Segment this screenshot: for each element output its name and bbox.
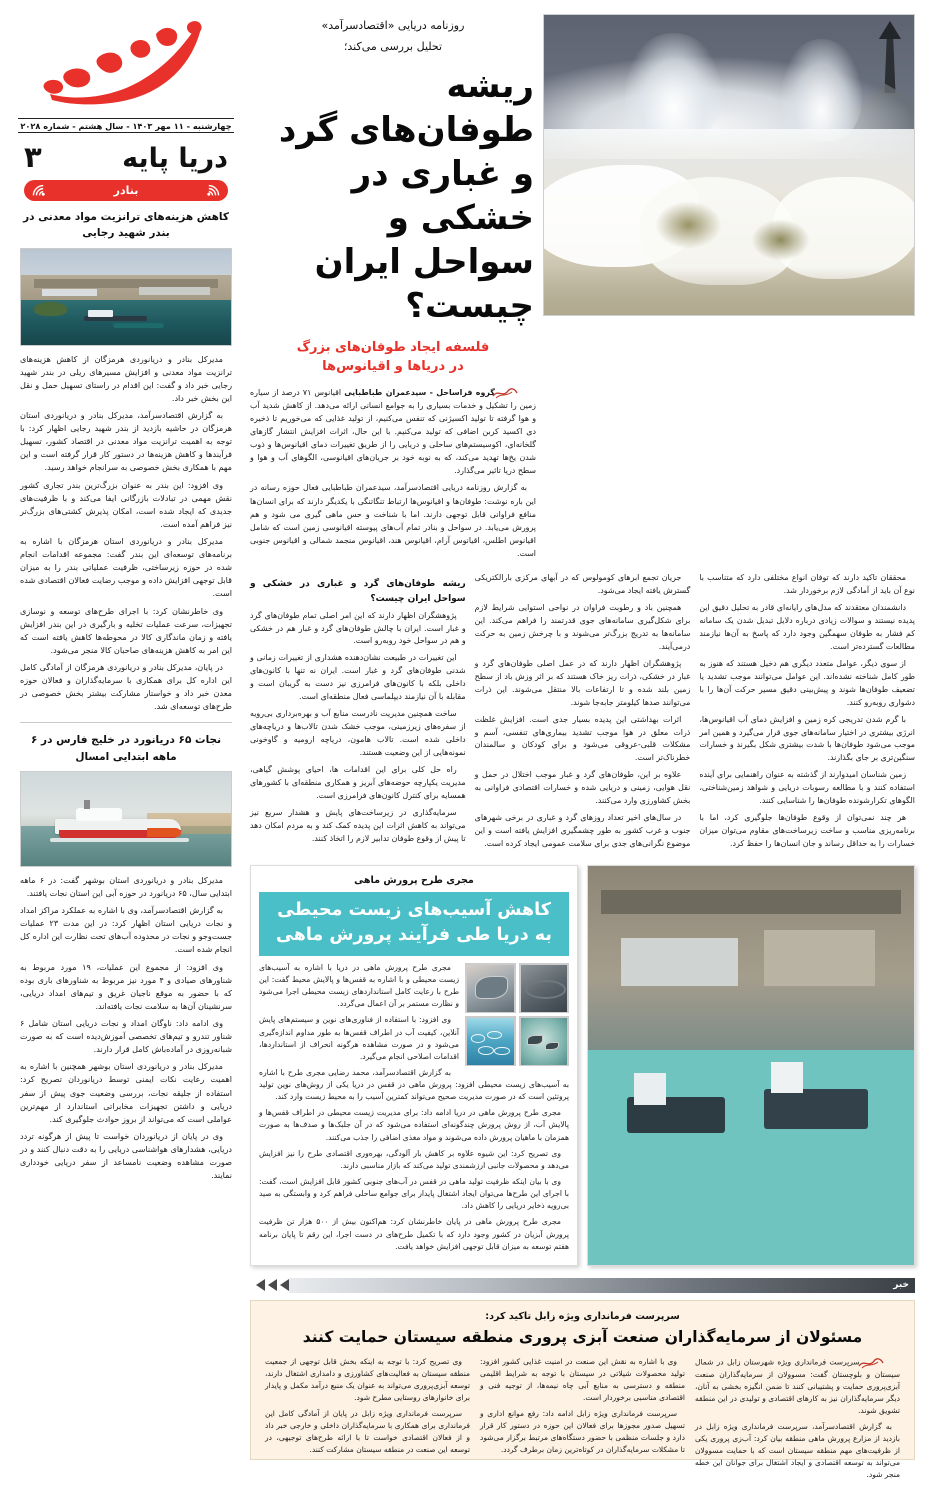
sidebar-article2-headline: نجات ۶۵ دریانورد در خلیج فارس در ۶ ماهه ابتدایی امسال: [30, 734, 222, 763]
sidebar-paragraph: مدیرکل بنادر و دریانوردی استان بوشهر همچنین با اشاره به اهمیت رعایت نکات ایمنی توسط دریانوردان تصریح کرد: استفاده از جلیقه نجات، بررسی وضعیت جوی پیش از سفر دریایی و داشتن تجهیزات مخابراتی استاندارد از مهم‌ترین عواملی است که می‌تواند از بروز حوادث جلوگیری کند.: [20, 1061, 232, 1124]
sidebar-paragraph: مدیرکل بنادر و دریانوردی استان بوشهر گفت: در ۶ ماهه ابتدایی سال، ۶۵ دریانورد در حوزه آبی این استان نجات یافتند.: [20, 874, 232, 899]
feature-paragraph: به گزارش اقتصادسرآمد، محمد رضایی مجری طرح با اشاره به آسیب‌های زیست محیطی افزود: پرورش ماهی در قفس در دریا یکی از روش‌های نوین تولید پروتئین است که در صورت مدیریت صحیح می‌تواند کمترین آسیب را به محیط زیست وارد کند.: [259, 1067, 569, 1102]
bottom-paragraph: وی با اشاره به نقش این صنعت در امنیت غذایی کشور افزود: تولید محصولات شیلاتی در سیستان با توجه به شرایط اقلیمی منطقه و دسترسی به منابع آبی چاه نیمه‌ها، از توجیه فنی و اقتصادی مناسبی برخوردار است.: [480, 1356, 685, 1402]
sidebar-paragraph: مدیرکل بنادر و دریانوردی هرمزگان از کاهش هزینه‌های ترانزیت مواد معدنی و افزایش مسیرهای ریلی در بندر شهید رجایی خبر داد و گفت: این اقدام در راستای تسهیل حمل و نقل این بخش خبر داد.: [20, 353, 232, 403]
sidebar-paragraph: وی در پایان از دریانوردان خواست تا پیش از هرگونه تردد دریایی، هشدارهای هواشناسی دریایی را به دقت دنبال کنند و در صورت مشاهده وضعیت نامساعد از سفر دریایی خودداری نمایند.: [20, 1130, 232, 1181]
main-subheadline: [252, 338, 534, 377]
feature-paragraph: وی تصریح کرد: این شیوه علاوه بر کاهش بار آلودگی، بهره‌وری اقتصادی طرح را نیز افزایش می‌دهد و محصولات جانبی ارزشمندی تولید می‌کند که بازار مناسبی دارند.: [259, 1148, 569, 1170]
feature-title-line: به دریا طی فرآیند پرورش ماهی: [275, 924, 552, 945]
section-row: [10, 134, 242, 176]
sidebar-article1-photo: [20, 248, 232, 346]
bottom-paragraph: وی تصریح کرد: با توجه به اینکه بخش قابل توجهی از جمعیت منطقه سیستان به فعالیت‌های کشاورزی و دامداری اشتغال دارند، توسعه آبزی‌پروری می‌تواند به عنوان یک منبع درآمد مکمل و پایدار برای خانوارهای روستایی مطرح شود.: [265, 1356, 470, 1402]
feature-kicker: مجری طرح پرورش ماهی: [354, 875, 474, 887]
body-paragraph: سرمایه‌گذاری در زیرساخت‌های پایش و هشدار سریع نیز می‌تواند به کاهش اثرات این پدیده کمک کند و به مردم امکان دهد تا پیش از وقوع طوفان تدابیر لازم را اتخاذ کنند.: [249, 807, 466, 843]
bottom-news-main: [265, 1310, 900, 1479]
sidebar-paragraph: مدیرکل بنادر و دریانوردی استان هرمزگان با اشاره به برنامه‌های توسعه‌ای این بندر گفت: مجموعه اقدامات انجام شده در حوزه زیرساختی، ظرفیت عملیاتی بندر را به میزان قابل توجهی افزایش داده و موجب رضایت فعالان اقتصادی شده است.: [20, 535, 232, 599]
main-lead-paragraph: به گزارش روزنامه دریایی اقتصادسرآمد، سیدعمران طباطبایی فعال حوزه رسانه در این باره نوشت: طوفان‌ها و اقیانوس‌ها ارتباط تنگاتنگی با یکدیگر دارند که برای انسان‌ها منافع فراوانی قابل توجهی دارند. اما با شناخت و حس ماهی گیری می شود و هم پرورش می‌یابد. در سواحل و بنادر تمام آب‌های پیوسته اقیانوسی زمین است که شامل اقیانوس اطلس، اقیانوس آرام، اقیانوس هند، اقیانوس منجمد شمالی و اقیانوس جنوبی است.: [250, 483, 536, 558]
main-kicker-line2: تحلیل بررسی می‌کند؛: [343, 40, 443, 54]
main-body-columns: [250, 572, 915, 855]
sidebar-paragraph: وی افزود: این بندر به عنوان بزرگ‌ترین بندر تجاری کشور نقش مهمی در تبادلات بازرگانی ایفا می‌کند و با ظرفیت‌های جدیدی که ایجاد شده است، امکان پذیرش کشتی‌های بزرگ‌تر نیز فراهم آمده است.: [20, 479, 232, 529]
body-paragraph: از سوی دیگر، عوامل متعدد دیگری هم دخیل هستند که هنوز به طور کامل شناخته نشده‌اند. این عوامل می‌توانند موجب تشدید یا تضعیف طوفان‌ها شوند و پیش‌بینی دقیق مسیر حرکت آن‌ها را با دشواری روبه‌رو کنند.: [699, 658, 915, 707]
body-paragraph: هر چند نمی‌توان از وقوع طوفان‌ها جلوگیری کرد، اما با برنامه‌ریزی مناسب و ساخت زیرساخت‌های مقاوم می‌توان میزان خسارات را به حداقل رساند و جان انسان‌ها را حفظ کرد.: [699, 813, 915, 849]
main-body-column-2: [475, 572, 691, 855]
main-headline-line: سواحل ایران چیست؟: [314, 242, 534, 327]
body-paragraph: همچنین باد و رطوبت فراوان در نواحی استوایی شرایط لازم برای شکل‌گیری سامانه‌های جوی قدرتمند را فراهم می‌کند. این سامانه‌ها به تدریج بزرگ‌تر می‌شوند و با چرخش زمین به حرکت درمی‌آیند.: [474, 602, 691, 651]
feature-paragraph: مجری طرح پرورش ماهی در دریا با اشاره به آسیب‌های زیست محیطی و با اشاره به قفس‌ها و پالایش محیط گفت: این طرح با رعایت کامل استانداردهای زیست محیطی اجرا می‌شود و نظارت مستمر بر آن اعمال می‌گردد.: [259, 962, 459, 1009]
feature-body: [259, 962, 569, 1253]
section-badge[interactable]: [24, 180, 228, 201]
sidebar-divider: [20, 722, 232, 723]
body-paragraph: راه حل کلی برای این اقدامات ها، احیای پوشش گیاهی، مدیریت یکپارچه حوضه‌های آبریز و همکاری منطقه‌ای با کشورهای همسایه برای کنترل کانون‌های فرامرزی است.: [249, 765, 466, 800]
body-paragraph: پژوهشگران اظهار دارند که در عمل اصلی طوفان‌های گرد و غبار در خشکی، ذرات ریز خاک هستند که بر اثر وزش باد از سطح زمین بلند شده و تا ارتفاعات بالا منتقل می‌شوند. این ذرات می‌توانند صدها کیلومتر جابه‌جا شوند.: [474, 658, 691, 707]
sidebar-article1-headline: کاهش هزینه‌های ترانزیت مواد معدنی در بندر شهید رجایی: [23, 211, 229, 240]
fish-cage-photo: [519, 963, 570, 1013]
feature-body: [596, 987, 906, 1250]
sidebar-column: [10, 14, 242, 1181]
feature-paragraph: وی با بیان اینکه ظرفیت تولید ماهی در قفس در آب‌های جنوبی کشور قابل افزایش است، گفت: با اجرای این طرح‌ها می‌توان ایجاد اشتغال پایدار برای جوامع ساحلی فراهم کرد و وابستگی به صید بی‌رویه ذخایر دریایی را کاهش داد.: [259, 1177, 569, 1211]
bottom-news-kicker: سرپرست فرمانداری ویژه زابل تاکید کرد:: [485, 1310, 680, 1322]
bottom-paragraph: به گزارش اقتصادسرآمد، سرپرست فرمانداری ویژه زابل در بازدید از مزارع پرورش ماهی منطقه بیان کرد: آب‌زی پروری یکی از ظرفیت‌های مهم منطقه سیستان است که با حمایت مسوولان می‌تواند به توسعه اقتصادی و ایجاد اشتغال برای جوانان این خطه منجر شود.: [695, 1421, 900, 1479]
news-strip-label: خبر: [893, 1280, 909, 1291]
section-name: دریا پایه: [122, 143, 228, 174]
sidebar-paragraph: به گزارش اقتصادسرآمد، وی با اشاره به عملکرد مراکز امداد و نجات دریایی استان اظهار کرد: در این مدت ۲۳ عملیات جست‌وجو و نجات در محدوده آب‌های تحت نظارت این اداره کل انجام شده است.: [20, 905, 232, 955]
sidebar-article2-body: [20, 874, 232, 1182]
body-paragraph: پژوهشگران اظهار دارند که این امر اصلی تمام طوفان‌های گرد و غبار است. ایران با چالش طوفان‌های گرد و غبار هم در خشکی و هم در سواحل خود روبه‌رو است.: [249, 610, 466, 646]
triangle-icon: [280, 1279, 289, 1291]
sea-cages-photo: [465, 1016, 516, 1066]
bottom-paragraph: [695, 1356, 900, 1417]
sidebar-paragraph: به گزارش اقتصادسرآمد، مدیرکل بنادر و دریانوردی استان هرمزگان در حاشیه بازدید از بندر شهید رجایی اظهار کرد: با توجه به اهمیت ترانزیت مواد معدنی در اقتصاد کشور، تسهیل فرآیندها و کاهش هزینه‌ها در دستور کار قرار گرفته است و این مهم با همکاری بخش خصوصی به سرانجام خواهد رسید.: [20, 409, 232, 473]
body-paragraph: اثرات بهداشتی این پدیده بسیار جدی است. افزایش غلظت ذرات معلق در هوا موجب تشدید بیماری‌های تنفسی، آسم و مشکلات قلبی-عروقی می‌شود و برای کودکان و سالمندان خطرناک‌تر است.: [474, 714, 691, 763]
main-section-heading: ریشه طوفان‌های گرد و غباری در خشکی و سواحل ایران چیست؟: [249, 579, 466, 604]
bottom-news-column-2: [480, 1356, 685, 1485]
section-badge-label: بنادر: [113, 184, 139, 197]
sidebar-article2-photo: [20, 771, 232, 867]
main-hero-photo: [543, 14, 915, 316]
bottom-news-columns: [265, 1356, 900, 1485]
feature-box-ports[interactable]: [587, 865, 915, 1266]
main-byline: گروه فراساحل - سیدعمران طباطبایی: [344, 387, 495, 397]
bottom-news-column-1: [695, 1356, 900, 1485]
main-body-column-3: [250, 572, 466, 855]
feature-box-fishfarm[interactable]: [250, 865, 578, 1266]
main-subheadline-line: در دریاها و اقیانوس‌ها: [322, 359, 464, 375]
body-paragraph: این تغییرات در طبیعت نشان‌دهنده هشداری از تغییرات زمانی و شدنی طوفان‌های گرد و غبار است. ایران نه تنها با کانون‌های داخلی بلکه با کانون‌های فرامرزی نیز دست به گریبان است و مقابله با آن نیازمند دیپلماسی فعال منطقه‌ای است.: [249, 653, 466, 702]
fish-tank-photo: [519, 1016, 570, 1066]
news-strip-bar: [289, 1278, 915, 1293]
feature-title-line: کاهش آسیب‌های زیست محیطی: [277, 900, 551, 921]
sidebar-paragraph: وی افزود: از مجموع این عملیات، ۱۹ مورد مربوط به شناورهای صیادی و ۴ مورد نیز مربوط به شناورهای باری بوده که با حضور به موقع ناجیان غریق و تیم‌های امداد دریایی، سرنشینان آن‌ها به سلامت نجات یافته‌اند.: [20, 961, 232, 1011]
triangle-icon: [268, 1279, 277, 1291]
signal-wave-icon-right: [206, 183, 221, 198]
bottom-news-column-3: [265, 1356, 470, 1485]
body-paragraph: با گرم شدن تدریجی کره زمین و افزایش دمای آب اقیانوس‌ها، انرژی بیشتری در اختیار سامانه‌های جوی قرار می‌گیرد و همین امر موجب می‌شود طوفان‌ها با شدت بیشتری شکل بگیرند و خسارات سنگین‌تری بر جای بگذارند.: [699, 714, 915, 763]
page-number: ۳: [24, 140, 42, 174]
sidebar-paragraph: وی ادامه داد: ناوگان امداد و نجات دریایی استان شامل ۶ شناور تندرو و تیم‌های تخصصی آموزش‌دیده است که به صورت شبانه‌روزی در آماده‌باش کامل قرار دارند.: [20, 1018, 232, 1055]
feature-paragraph: مجری طرح پرورش ماهی در پایان خاطرنشان کرد: هم‌اکنون بیش از ۵۰۰ هزار تن ظرفیت پرورش آبزیان در کشور وجود دارد که با تکمیل طرح‌های در دست اجرا، این رقم تا پایان برنامه هفتم توسعه به میزان قابل توجهی افزایش خواهد یافت.: [259, 1217, 569, 1251]
bottom-paragraph: سرپرست فرمانداری ویژه زابل ادامه داد: رفع موانع اداری و تسهیل صدور مجوزها برای فعالان این حوزه در دستور کار قرار دارد و جلسات منظمی با حضور دستگاه‌های مرتبط برگزار می‌شود تا مشکلات سرمایه‌گذاران در کوتاه‌ترین زمان برطرف گردد.: [480, 1408, 685, 1454]
fish-hand-photo: [465, 963, 516, 1013]
news-strip-arrows: [256, 1279, 289, 1291]
feature-paragraph: مجری طرح پرورش ماهی در دریا ادامه داد: برای مدیریت زیست محیطی در اطراف قفس‌ها و پالایش آب، از روش پرورش چندگونه‌ای استفاده می‌شود که در آن جلبک‌ها و صدف‌ها به صورت همزمان با ماهیان پرورش داده می‌شوند و مواد مغذی اضافی را جذب می‌کنند.: [259, 1108, 569, 1142]
main-subheadline-line: فلسفه ایجاد طوفان‌های بزرگ: [296, 339, 490, 355]
sidebar-article1-body: [20, 353, 232, 714]
signal-wave-icon-left: [31, 183, 46, 198]
feature-title: [259, 892, 569, 956]
main-lead-text: اقیانوس ۷۱ درصد از سیاره زمین را تشکیل و خدمات بسیاری را به جوامع انسانی ارائه می‌دهد. از کاهش شدید آب و هوا گرفته تا تولید اکسیژنی که تنفس می‌کنیم، از تولید غذایی که می‌خوریم تا ذخیره دی اکسید کربن اضافی که تولید می‌کنیم. با این حال، اثرات افزایش انتشار گازهای گلخانه‌ای، اکوسیستم‌های ساحلی و دریایی را از طریق تغییرات دمای اقیانوس‌ها و ذوب شدن یخ‌ها تهدید می‌کند، که به نوبه خود بر جریان‌های اقیانوسی، الگوهای آب و هوا و سطح دریا تاثیر می‌گذارد.: [250, 387, 536, 476]
fish-photo-grid: [465, 963, 569, 1066]
dateline: چهارشنبه - ۱۱ مهر ۱۴۰۳ - سال هشتم - شماره ۲۰۲۸: [18, 118, 234, 133]
body-paragraph: علاوه بر این، طوفان‌های گرد و غبار موجب اختلال در حمل و نقل هوایی، زمینی و دریایی شده و خسارات اقتصادی فراوانی به بخش کشاورزی وارد می‌کنند.: [474, 770, 691, 806]
main-column: [242, 14, 923, 1479]
main-body-column-1: [699, 572, 915, 855]
port-aerial-photo: [808, 988, 906, 1072]
bottom-news-panel: [250, 1300, 915, 1479]
main-headline-line: ریشه طوفان‌های گرد: [278, 65, 534, 150]
body-paragraph: ساخت همچنین مدیریت نادرست منابع آب و بهره‌برداری بی‌رویه از سفره‌های زیرزمینی، موجب خشک شدن تالاب‌ها و دریاچه‌های داخلی شده است. تالاب هامون، دریاچه ارومیه و گاوخونی نمونه‌هایی از این وضعیت هستند.: [249, 709, 466, 758]
body-paragraph: دانشمندان معتقدند که مدل‌های رایانه‌ای قادر به تحلیل دقیق این پدیده نیستند و سوالات زیادی درباره دلایل تبدیل شدن یک سامانه کم فشار به طوفان سهمگین وجود دارد که پاسخ به آن‌ها نیازمند مطالعات گسترده‌تر است.: [699, 602, 915, 651]
main-headline-line: و غباری در خشکی و: [351, 153, 534, 239]
bottom-news-title: مسئولان از سرمایه‌گذاران صنعت آبزی پروری منطقه سیستان حمایت کنند: [302, 1327, 863, 1346]
publication-logo[interactable]: [38, 16, 228, 112]
main-lead-first: [250, 386, 536, 478]
body-paragraph: زمین شناسان امیدوارند از گذشته به عنوان راهنمایی برای آینده استفاده کنند و با مطالعه رسوبات دریایی و شواهد زمین‌شناختی، الگوهای تکرارشونده طوفان‌ها را شناسایی کنند.: [699, 770, 915, 806]
sidebar-paragraph: در پایان، مدیرکل بنادر و دریانوردی هرمزگان از آمادگی کامل این اداره کل برای همکاری با سرمایه‌گذاران و فعالان حوزه معدن خبر داد و خواستار مشارکت بیشتر بخش خصوصی در طرح‌های توسعه‌ای شد.: [20, 661, 232, 712]
body-paragraph: محققان تاکید دارند که توفان انواع مختلفی دارد که متناسب با نوع آن باید از آمادگی لازم برخوردار شد.: [699, 573, 915, 595]
feature-boxes: [250, 865, 915, 1266]
body-paragraph: در سال‌های اخیر تعداد روزهای گرد و غباری در برخی شهرهای جنوب و غرب کشور به طور چشمگیری افزایش یافته است و این موضوع نگرانی‌های جدی برای سلامت عمومی ایجاد کرده است.: [474, 813, 691, 849]
top-area: [10, 14, 923, 1479]
main-lead: [250, 386, 536, 560]
bottom-paragraph-text: سرپرست فرمانداری ویژه شهرستان زابل در شمال سیستان و بلوچستان گفت: مسوولان از سرمایه‌گذاران صنعت آبزی‌پروری حمایت و پشتیبانی کنند تا ضمن انگیزه بخشی به آنان، دیگر سرمایه‌گذاران نیز به کارهای اقتصادی و تولیدی در این منطقه تشویق شوند.: [695, 1357, 900, 1415]
reporter-signature-icon: [501, 386, 527, 399]
news-strip: [250, 1278, 915, 1293]
bottom-paragraph: سرپرست فرمانداری ویژه زابل در پایان از آمادگی کامل این فرمانداری برای همکاری با سرمایه‌گذاران داخلی و خارجی خبر داد و از فعالان اقتصادی خواست تا با ارائه طرح‌های توجیهی، در توسعه این صنعت در منطقه سیستان مشارکت کنند.: [265, 1408, 470, 1454]
body-paragraph: جریان تجمع ابرهای کومولوس که در آبهای مرکزی بارالکتریکی گسترش یافته ایجاد می‌شود.: [474, 573, 691, 595]
main-kicker-line1: روزنامه دریایی «اقتصادسرآمد»: [321, 19, 465, 32]
triangle-icon: [256, 1279, 265, 1291]
reporter-signature-icon: [866, 1356, 892, 1369]
masthead: [10, 14, 242, 134]
main-headline: [252, 64, 534, 329]
feature-paragraph: وی افزود: با استفاده از فناوری‌های نوین و سیستم‌های پایش آنلاین، کیفیت آب در اطراف قفس‌ها به طور مداوم اندازه‌گیری می‌شود و در صورت مشاهده هرگونه انحراف از استانداردها، اقدامات اصلاحی انجام می‌گیرد.: [259, 1015, 459, 1061]
sidebar-paragraph: وی خاطرنشان کرد: با اجرای طرح‌های توسعه و نوسازی تجهیزات، سرعت عملیات تخلیه و بارگیری در این بندر افزایش یافته و زمان ماندگاری کالا در محوطه‌ها کاهش یافته است که این امر به کاهش هزینه‌های صاحبان کالا منجر می‌شود.: [20, 605, 232, 655]
